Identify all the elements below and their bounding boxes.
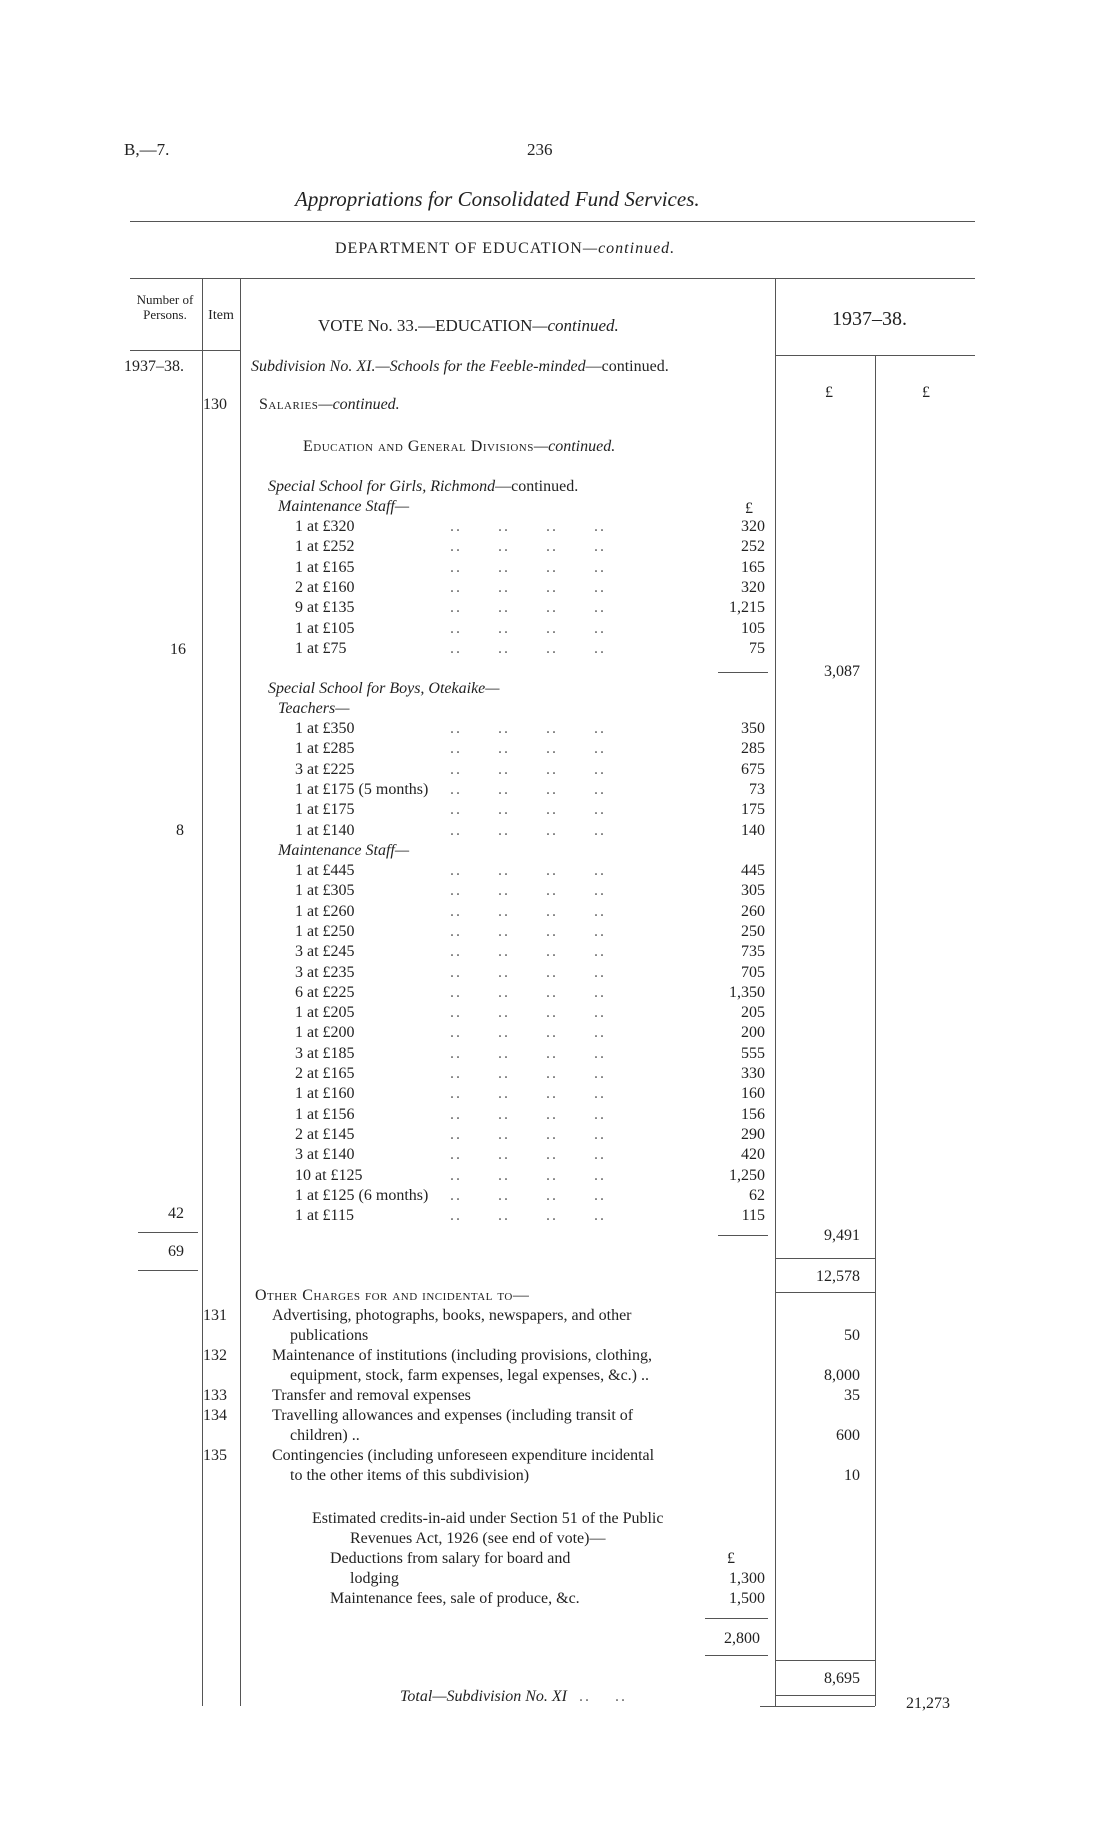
charge-item-number: 132 — [203, 1347, 227, 1364]
row-amount: 420 — [741, 1146, 765, 1164]
row-label: 1 at £165 — [295, 558, 355, 576]
persons-column-rule — [202, 278, 203, 1706]
row-amount: 330 — [741, 1065, 765, 1082]
leader-dots: .. .. .. .. — [450, 1024, 606, 1042]
leader-dots: .. .. .. .. — [450, 1125, 606, 1143]
row-amount: 320 — [741, 518, 765, 535]
charge-item-number: 135 — [203, 1447, 227, 1464]
leader-dots: .. .. .. .. — [450, 1166, 606, 1184]
page-number: 236 — [527, 140, 553, 159]
salaries-persons-total: 69 — [168, 1243, 184, 1260]
charge-description-cont: children) .. — [290, 1427, 360, 1444]
credit-description: Deductions from salary for board and — [330, 1550, 571, 1567]
row-label: 1 at £115 — [295, 1207, 354, 1225]
leader-dots: .. .. .. .. — [450, 1146, 606, 1164]
leader-dots: .. .. .. .. — [450, 760, 606, 778]
row-amount: 350 — [741, 720, 765, 737]
credits-total: 2,800 — [724, 1630, 760, 1647]
row-label: 1 at £285 — [295, 740, 355, 758]
teachers-persons-count: 8 — [176, 822, 184, 839]
vote-heading: VOTE No. 33.—EDUCATION—continued. — [318, 316, 619, 335]
page-title: Appropriations for Consolidated Fund Services. — [295, 187, 700, 211]
leader-dots: .. .. .. .. — [450, 1105, 606, 1123]
leader-dots: .. .. .. .. — [450, 740, 606, 758]
salaries-total-rule-bottom — [775, 1292, 875, 1293]
maintenance-persons-count: 42 — [168, 1205, 184, 1222]
row-amount: 175 — [741, 801, 765, 819]
row-amount: 1,250 — [729, 1166, 765, 1184]
row-label: 1 at £445 — [295, 862, 355, 879]
charge-amount: 10 — [844, 1467, 860, 1484]
credits-line-1: Estimated credits-in-aid under Section 51 of the Public — [312, 1510, 664, 1527]
row-amount: 73 — [749, 780, 765, 798]
credits-line-2: Revenues Act, 1926 (see end of vote)— — [350, 1530, 606, 1547]
row-amount: 555 — [741, 1044, 765, 1062]
page-reference: B,—7. — [124, 140, 170, 159]
salaries-total: 12,578 — [816, 1268, 860, 1285]
row-label: 3 at £235 — [295, 963, 355, 981]
leader-dots: .. .. .. .. — [450, 801, 606, 819]
persons-year-label: 1937–38. — [124, 358, 184, 375]
charge-amount: 35 — [844, 1387, 860, 1404]
row-amount: 285 — [741, 740, 765, 758]
row-label: 1 at £260 — [295, 902, 355, 920]
row-label: 10 at £125 — [295, 1166, 363, 1184]
year-split-rule — [875, 355, 876, 1706]
row-label: 6 at £225 — [295, 983, 355, 1001]
row-amount: 75 — [749, 639, 765, 657]
row-label: 3 at £245 — [295, 943, 355, 961]
boys-maintenance-label: Maintenance Staff— — [278, 842, 410, 859]
row-label: 1 at £175 — [295, 801, 355, 819]
row-amount: 445 — [741, 862, 765, 879]
charge-item-number: 133 — [203, 1387, 227, 1404]
charge-description-cont: equipment, stock, farm expenses, legal expenses, &c.) .. — [290, 1367, 649, 1384]
leader-dots: .. .. .. .. — [450, 538, 606, 556]
row-label: 1 at £252 — [295, 538, 355, 556]
row-label: 9 at £135 — [295, 599, 355, 617]
row-label: 3 at £225 — [295, 760, 355, 778]
row-amount: 675 — [741, 760, 765, 778]
grand-total: 21,273 — [906, 1695, 950, 1712]
leader-dots: .. .. .. .. — [450, 619, 606, 637]
year-header-rule — [775, 355, 975, 356]
other-charges-heading: Other Charges for and incidental to— — [255, 1287, 530, 1304]
row-amount: 250 — [741, 922, 765, 940]
subdivision-heading: Subdivision No. XI.—Schools for the Feeble-minded—continued. — [251, 358, 669, 375]
row-amount: 200 — [741, 1024, 765, 1042]
leader-dots: .. .. .. .. — [450, 1065, 606, 1082]
row-amount: 105 — [741, 619, 765, 637]
leader-dots: .. .. .. .. — [450, 862, 606, 879]
row-label: 1 at £200 — [295, 1024, 355, 1042]
leader-dots: .. .. .. .. — [450, 578, 606, 596]
row-amount: 705 — [741, 963, 765, 981]
leader-dots: .. .. .. .. — [450, 639, 606, 657]
credit-description: Maintenance fees, sale of produce, &c. — [330, 1590, 580, 1607]
boys-teachers-label: Teachers— — [278, 700, 350, 717]
row-label: 2 at £160 — [295, 578, 355, 596]
pound-symbol-b: £ — [922, 384, 930, 401]
persons-total-rule-bottom — [138, 1270, 198, 1271]
girls-total: 3,087 — [824, 663, 860, 680]
row-label: 1 at £105 — [295, 619, 355, 637]
leader-dots: .. .. .. .. — [450, 821, 606, 839]
boys-total: 9,491 — [824, 1227, 860, 1244]
leader-dots: .. .. .. .. — [450, 780, 606, 798]
row-amount: 735 — [741, 943, 765, 961]
table-top-rule — [130, 278, 975, 279]
row-amount: 205 — [741, 1004, 765, 1022]
row-label: 1 at £156 — [295, 1105, 355, 1123]
row-label: 1 at £125 (6 months) — [295, 1186, 429, 1204]
item-column-header: Item — [208, 308, 234, 323]
charge-description: Contingencies (including unforeseen expenditure incidental — [272, 1447, 655, 1464]
credits-rule — [705, 1618, 768, 1619]
boys-school-title: Special School for Boys, Otekaike— — [268, 680, 500, 697]
row-label: 2 at £165 — [295, 1065, 355, 1082]
row-amount: 156 — [741, 1105, 765, 1123]
pound-symbol-c: £ — [745, 500, 753, 517]
grand-total-label: Total—Subdivision No. XI .. .. — [400, 1688, 627, 1705]
divisions-heading: Education and General Divisions—continued. — [303, 438, 616, 455]
row-amount: 165 — [741, 558, 765, 576]
row-label: 2 at £145 — [295, 1125, 355, 1143]
leader-dots: .. .. .. .. — [450, 943, 606, 961]
row-amount: 320 — [741, 578, 765, 596]
leader-dots: .. .. .. .. — [450, 902, 606, 920]
credit-amount: 1,500 — [729, 1590, 765, 1607]
charge-description-cont: publications — [290, 1327, 369, 1344]
leader-dots: .. .. .. .. — [450, 963, 606, 981]
row-label: 1 at £320 — [295, 518, 355, 535]
title-rule — [130, 221, 975, 222]
credit-amount: 1,300 — [729, 1570, 765, 1587]
charge-description-cont: to the other items of this subdivision) — [290, 1467, 530, 1484]
charge-item-number: 131 — [203, 1307, 227, 1324]
girls-maintenance-label: Maintenance Staff— — [278, 498, 410, 515]
row-label: 1 at £140 — [295, 821, 355, 839]
charge-description: Travelling allowances and expenses (including transit of — [272, 1407, 634, 1424]
other-charges-total: 8,695 — [824, 1670, 860, 1687]
row-label: 1 at £160 — [295, 1085, 355, 1103]
row-label: 1 at £175 (5 months) — [295, 780, 429, 798]
row-amount: 290 — [741, 1125, 765, 1143]
row-amount: 305 — [741, 882, 765, 900]
row-amount: 140 — [741, 821, 765, 839]
credits-rule-bottom — [705, 1655, 768, 1656]
pound-symbol-d: £ — [727, 1550, 735, 1567]
row-amount: 1,215 — [729, 599, 765, 617]
other-total-rule-bottom — [775, 1695, 875, 1696]
row-amount: 160 — [741, 1085, 765, 1103]
row-label: 1 at £350 — [295, 720, 355, 737]
amount-column-rule — [775, 278, 776, 1706]
row-amount: 1,350 — [729, 983, 765, 1001]
pound-symbol-a: £ — [825, 384, 833, 401]
charge-description: Maintenance of institutions (including provisions, clothing, — [272, 1347, 652, 1364]
leader-dots: .. .. .. .. — [450, 1044, 606, 1062]
persons-column-header: Number of Persons. — [136, 292, 194, 322]
year-column-header: 1937–38. — [832, 308, 907, 330]
credit-description-cont: lodging — [350, 1570, 399, 1587]
charge-amount: 600 — [836, 1427, 860, 1444]
girls-subtotal-rule — [718, 672, 768, 673]
charge-amount: 50 — [844, 1327, 860, 1344]
row-label: 1 at £205 — [295, 1004, 355, 1022]
item-column-rule — [240, 278, 241, 1706]
grand-total-rule — [760, 1706, 875, 1707]
row-amount: 62 — [749, 1186, 765, 1204]
boys-subtotal-rule — [718, 1235, 768, 1236]
charge-description: Transfer and removal expenses — [272, 1387, 471, 1404]
leader-dots: .. .. .. .. — [450, 922, 606, 940]
row-amount: 252 — [741, 538, 765, 556]
row-label: 1 at £75 — [295, 639, 347, 657]
salaries-item-number: 130 — [203, 396, 227, 413]
row-label: 1 at £305 — [295, 882, 355, 900]
row-amount: 260 — [741, 902, 765, 920]
girls-persons-count: 16 — [170, 641, 186, 658]
row-label: 3 at £140 — [295, 1146, 355, 1164]
charge-amount: 8,000 — [824, 1367, 860, 1384]
other-total-rule — [775, 1660, 875, 1661]
leader-dots: .. .. .. .. — [450, 518, 606, 535]
charge-description: Advertising, photographs, books, newspapers, and other — [272, 1307, 632, 1324]
persons-header-rule — [130, 350, 240, 351]
charge-item-number: 134 — [203, 1407, 227, 1424]
leader-dots: .. .. .. .. — [450, 1004, 606, 1022]
salaries-total-rule — [775, 1258, 875, 1259]
department-heading: DEPARTMENT OF EDUCATION—continued. — [335, 240, 676, 257]
salaries-heading: Salaries—continued. — [259, 396, 400, 413]
leader-dots: .. .. .. .. — [450, 983, 606, 1001]
leader-dots: .. .. .. .. — [450, 1085, 606, 1103]
leader-dots: .. .. .. .. — [450, 558, 606, 576]
persons-total-rule — [138, 1232, 198, 1233]
girls-school-title: Special School for Girls, Richmond—continued. — [268, 478, 579, 495]
row-amount: 115 — [741, 1207, 765, 1225]
leader-dots: .. .. .. .. — [450, 1207, 606, 1225]
leader-dots: .. .. .. .. — [450, 882, 606, 900]
row-label: 3 at £185 — [295, 1044, 355, 1062]
leader-dots: .. .. .. .. — [450, 1186, 606, 1204]
row-label: 1 at £250 — [295, 922, 355, 940]
leader-dots: .. .. .. .. — [450, 599, 606, 617]
leader-dots: .. .. .. .. — [450, 720, 606, 737]
